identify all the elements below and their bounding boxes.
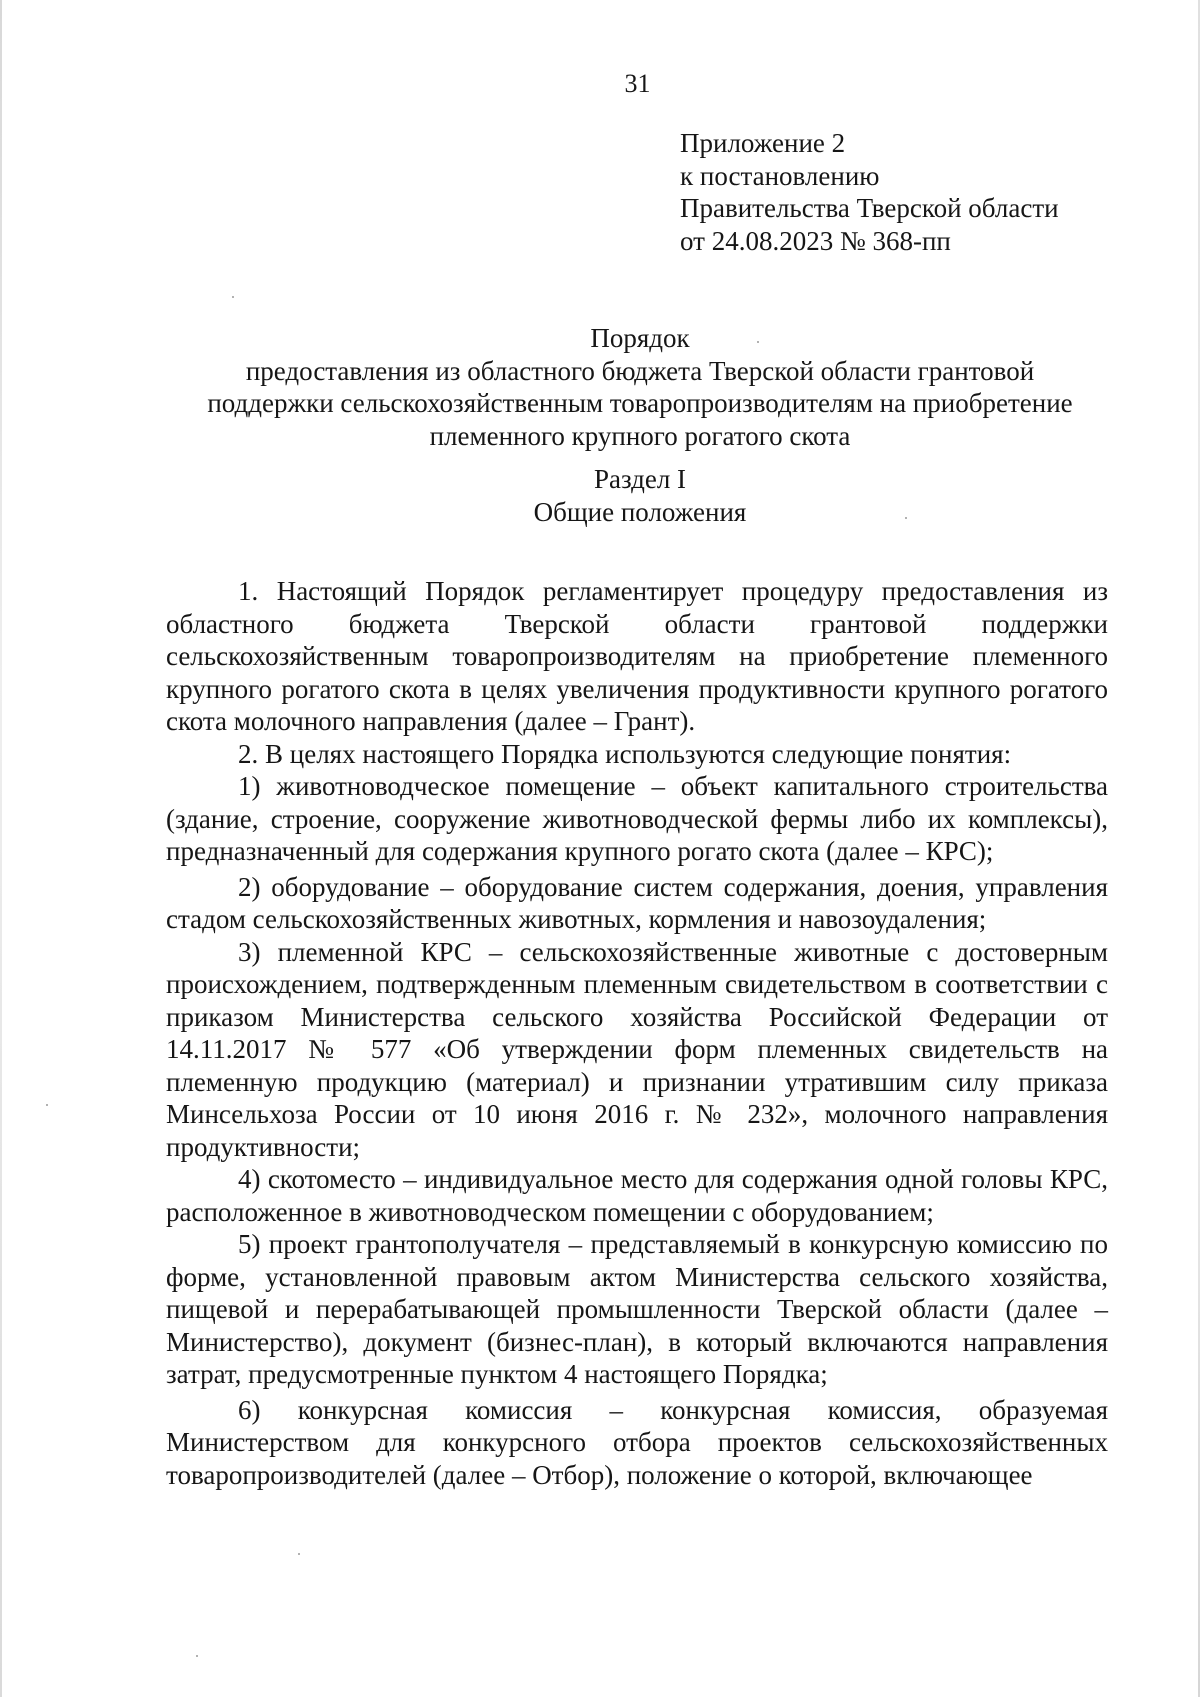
- section-number: Раздел I: [593, 464, 687, 494]
- paragraph: 3) племенной КРС – сельскохозяйственные животные с достоверным происхождением, подтвержденным племенным свидетельством в соответствии с приказом Министерства сельского хозяйства Российской Федерации от 14.11.2017 № 577 «Об утверждении форм племенных свидетельств на племенную продукцию (материал) и признании утратившим силу приказа Минсельхоза России от 10 июня 2016 г. № 232», молочного направления продуктивности;: [166, 936, 1108, 1162]
- paragraph: 1. Настоящий Порядок регламентирует процедуру предоставления из областного бюджета Тверской области грантовой поддержки сельскохозяйственным товаропроизводителям на приобретение племенного крупного рогатого скота в целях увеличения продуктивности крупного рогатого скота молочного направления (далее – Грант).: [166, 576, 1108, 736]
- scan-speck: [757, 341, 759, 343]
- scan-edge-left: [0, 0, 2, 1697]
- paragraph: 1) животноводческое помещение – объект капитального строительства (здание, строение, сооружение животноводческой фермы либо их комплексы), предназначенный для содержания крупного рогато скота (далее – КРС);: [166, 771, 1108, 866]
- scan-speck: [196, 1655, 198, 1657]
- appendix-line-2: к постановлению: [680, 160, 880, 191]
- scan-speck: [232, 296, 234, 298]
- title-line-2: поддержки сельскохозяйственным товаропроизводителям на приобретение: [207, 388, 1073, 418]
- appendix-line-1: Приложение 2: [680, 128, 846, 158]
- document-title: [160, 322, 1120, 452]
- page-number: 31: [624, 69, 651, 98]
- appendix-line-3: Правительства Тверской области: [680, 193, 1059, 223]
- scan-speck: [46, 1104, 48, 1106]
- body-text: [166, 575, 1108, 1491]
- scan-speck: [905, 517, 907, 519]
- paragraph: 2) оборудование – оборудование систем содержания, доения, управления стадом сельскохозяйственных животных, кормления и навозоудаления;: [166, 871, 1108, 934]
- paragraph: 6) конкурсная комиссия – конкурсная комиссия, образуемая Министерством для конкурсного отбора проектов сельскохозяйственных товаропроизводителей (далее – Отбор), положение о которой, включающее: [166, 1394, 1108, 1490]
- title-line-1: предоставления из областного бюджета Тверской области грантовой: [245, 355, 1035, 386]
- appendix-line-4: от 24.08.2023 № 368-пп: [680, 225, 951, 256]
- section-heading: [160, 463, 1120, 528]
- paragraph: 5) проект грантополучателя – представляемый в конкурсную комиссию по форме, установленной правовым актом Министерства сельского хозяйства, пищевой и перерабатывающей промышленности Тверской области (далее – Министерство), документ (бизнес-план), в который включаются направления затрат, предусмотренные пунктом 4 настоящего Порядка;: [166, 1229, 1108, 1389]
- scan-speck: [298, 1553, 300, 1555]
- paragraph: 4) скотоместо – индивидуальное место для содержания одной головы КРС, расположенное в животноводческом помещении с оборудованием;: [166, 1164, 1108, 1227]
- title-line-3: племенного крупного рогатого скота: [429, 420, 851, 451]
- title-heading: Порядок: [590, 323, 690, 353]
- paragraph: 2. В целях настоящего Порядка используются следующие понятия:: [238, 738, 1012, 769]
- appendix-header: [680, 127, 1059, 257]
- section-name: Общие положения: [533, 496, 747, 527]
